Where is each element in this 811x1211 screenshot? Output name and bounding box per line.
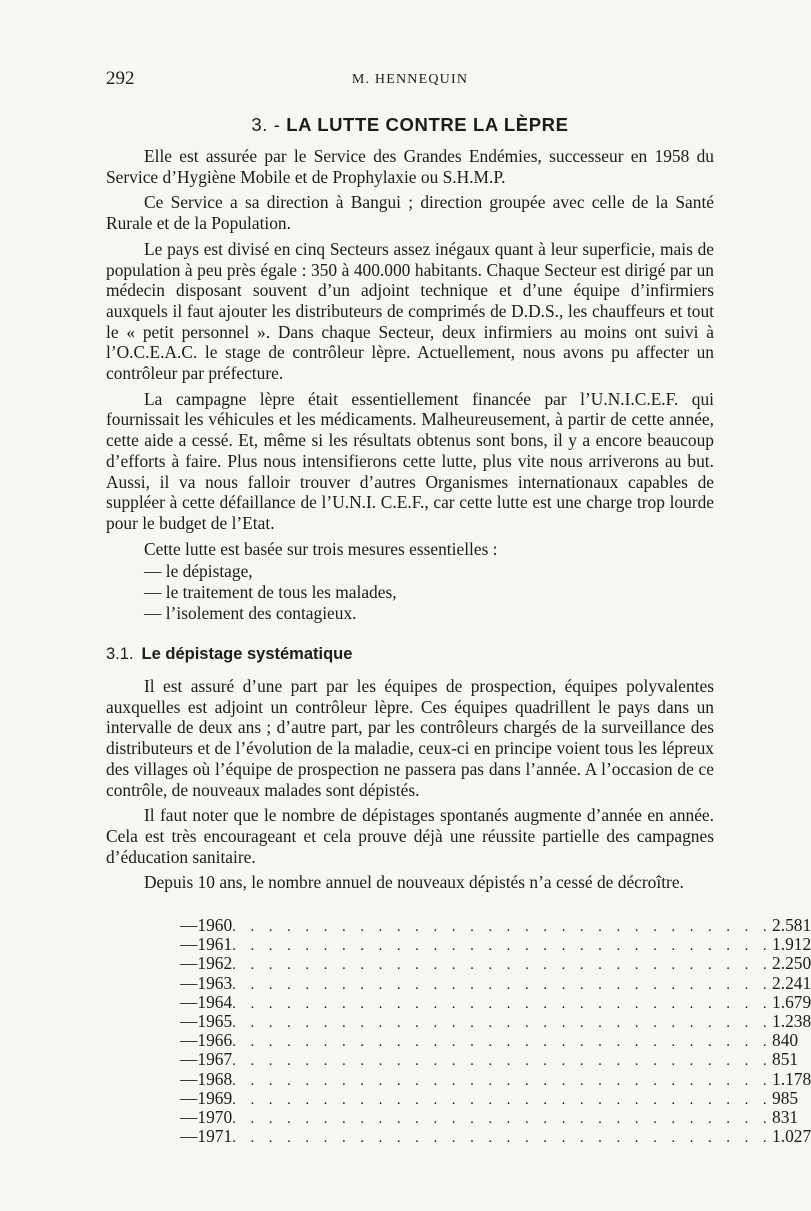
stat-leader: . . . . . . . . . . . . . . . . . . . . . . . . . . . . . . [232, 957, 773, 974]
section-number: 3. - [251, 114, 281, 135]
measures-list [106, 561, 714, 623]
stat-value: 2.581 [772, 915, 811, 935]
section-body [106, 146, 714, 623]
statistics-table [180, 915, 811, 1147]
stat-row [180, 915, 811, 935]
subsection-number: 3.1. [106, 645, 134, 663]
stat-dash: — [180, 1010, 198, 1031]
stat-dash: — [180, 934, 198, 955]
running-head-author: M. HENNEQUIN [351, 72, 469, 87]
paragraph: Ce Service a sa direction à Bangui ; direction groupée avec celle de la Santé Rurale et de la Population. [106, 192, 714, 234]
stat-row [180, 1068, 811, 1089]
subsection-heading [106, 645, 714, 664]
stat-leader: . . . . . . . . . . . . . . . . . . . . . . . . . . . . . . [232, 1014, 773, 1031]
page-number: 292 [106, 68, 135, 89]
stat-dash: — [180, 1126, 198, 1147]
paragraph: Le pays est divisé en cinq Secteurs assez inégaux quant à leur superficie, mais de population à peu près égale : 350 à 400.000 habitants. Chaque Secteur est dirigé par un médecin disposant souvent d’un adjoint technique et d’une équipe d’infirmiers auxquels il faut ajouter les distributeurs de comprimés de D.D.S., les chauffeurs et tout le « petit personnel ». Dans chaque Secteur, deux infirmiers au moins ont suivi à l’O.C.E.A.C. le stage de contrôleur lèpre. Actuellement, nous avons pu affecter un contrôleur par préfecture. [106, 238, 714, 384]
stat-leader: . . . . . . . . . . . . . . . . . . . . . . . . . . . . . . [232, 1053, 773, 1070]
stat-year: 1962 [197, 953, 233, 974]
stat-year: 1964 [197, 991, 233, 1012]
stat-row [180, 1030, 799, 1051]
stat-leader: . . . . . . . . . . . . . . . . . . . . . . . . . . . . . . [232, 1034, 773, 1051]
stat-value: 851 [772, 1049, 799, 1070]
stat-value: 985 [772, 1087, 799, 1108]
stat-value: 2.250 [772, 953, 811, 974]
stat-value: 1.178 [772, 1068, 811, 1089]
paragraph: Il est assuré d’une part par les équipes de prospection, équipes polyvalentes auxquelles est adjoint un contrôleur lèpre. Ces équipes quadrillent le pays dans un intervalle de deux ans ; d’autre part, par les contrôleurs chargés de la surveillance des distributeurs et de l’évolution de la maladie, ceux-ci en principe voient tous les lépreux des villages où l’équipe de prospection ne passera pas dans l’année. A l’occasion de ce contrôle, de nouveaux malades sont dépistés. [106, 676, 714, 800]
stat-row [180, 953, 811, 974]
stat-year: 1963 [197, 972, 233, 993]
paragraph: Elle est assurée par le Service des Grandes Endémies, successeur en 1958 du Service d’Hygiène Mobile et de Prophylaxie ou S.H.M.P. [106, 146, 714, 187]
stat-year: 1971 [197, 1126, 233, 1147]
subsection-title: Le dépistage systématique [141, 645, 353, 663]
subsection-body [106, 676, 714, 893]
stat-row [180, 1087, 799, 1108]
stat-value: 1.679 [772, 991, 811, 1012]
stat-value: 2.241 [772, 972, 811, 993]
stat-dash: — [180, 1030, 198, 1051]
stat-value: 1.238 [772, 1010, 811, 1031]
stat-year: 1967 [197, 1049, 233, 1070]
stat-row [180, 1010, 811, 1031]
stat-year: 1970 [197, 1106, 233, 1127]
stat-leader: . . . . . . . . . . . . . . . . . . . . . . . . . . . . . . [232, 1110, 773, 1127]
stat-year: 1969 [197, 1087, 233, 1108]
list-item: — le dépistage, [144, 561, 253, 582]
stat-year: 1961 [197, 934, 233, 955]
stat-year: 1966 [197, 1030, 233, 1051]
list-item: — l’isolement des contagieux. [144, 602, 357, 623]
paragraph: Cette lutte est basée sur trois mesures essentielles : [144, 538, 498, 559]
paragraph: Il faut noter que le nombre de dépistages spontanés augmente d’année en année. Cela est très encourageant et cela prouve déjà une réussite partielle des campagnes d’éducation sanitaire. [106, 805, 714, 867]
stat-dash: — [180, 1087, 198, 1108]
section-title: LA LUTTE CONTRE LA LÈPRE [286, 114, 569, 135]
stat-year: 1968 [197, 1068, 233, 1089]
section-heading [106, 114, 714, 136]
stat-row [180, 1126, 811, 1147]
stat-value: 1.027 [772, 1126, 811, 1147]
stat-row [180, 934, 811, 955]
stat-row [180, 972, 811, 993]
stat-leader: . . . . . . . . . . . . . . . . . . . . . . . . . . . . . . [232, 1072, 773, 1089]
stat-year: 1960 [197, 915, 233, 935]
stat-row [180, 991, 811, 1012]
stat-value: 831 [772, 1106, 799, 1127]
stat-dash: — [180, 915, 198, 935]
stat-dash: — [180, 972, 198, 993]
stat-leader: . . . . . . . . . . . . . . . . . . . . . . . . . . . . . . [232, 995, 773, 1012]
paragraph: Depuis 10 ans, le nombre annuel de nouveaux dépistés n’a cessé de décroître. [144, 872, 684, 893]
stat-dash: — [180, 953, 198, 974]
stat-leader: . . . . . . . . . . . . . . . . . . . . . . . . . . . . . . [232, 919, 773, 935]
stat-dash: — [180, 1106, 198, 1127]
stat-value: 840 [772, 1030, 799, 1051]
stat-dash: — [180, 1049, 198, 1070]
list-item: — le traitement de tous les malades, [144, 582, 397, 603]
stat-leader: . . . . . . . . . . . . . . . . . . . . . . . . . . . . . . [232, 1091, 773, 1108]
paragraph: La campagne lèpre était essentiellement financée par l’U.N.I.C.E.F. qui fournissait les véhicules et les médicaments. Malheureusement, à partir de cette année, cette aide a cessé. Et, même si les résultats obtenus sont bons, il y a encore beaucoup d’efforts à faire. Plus nous intensifierons cette lutte, plus vite nous arriverons au but. Aussi, il va nous falloir trouver d’autres Organismes internationaux capables de suppléer à cette défaillance de l’U.N.I. C.E.F., car cette lutte est une charge trop lourde pour le budget de l’Etat. [106, 388, 714, 533]
running-head [106, 68, 714, 96]
stat-year: 1965 [197, 1010, 233, 1031]
stat-leader: . . . . . . . . . . . . . . . . . . . . . . . . . . . . . . [232, 938, 773, 955]
stat-dash: — [180, 991, 198, 1012]
stat-leader: . . . . . . . . . . . . . . . . . . . . . . . . . . . . . . [232, 976, 773, 993]
stat-dash: — [180, 1068, 198, 1089]
stat-row [180, 1049, 799, 1070]
stat-value: 1.912 [772, 934, 811, 955]
stat-leader: . . . . . . . . . . . . . . . . . . . . . . . . . . . . . . [232, 1130, 773, 1147]
stat-row [180, 1106, 799, 1127]
